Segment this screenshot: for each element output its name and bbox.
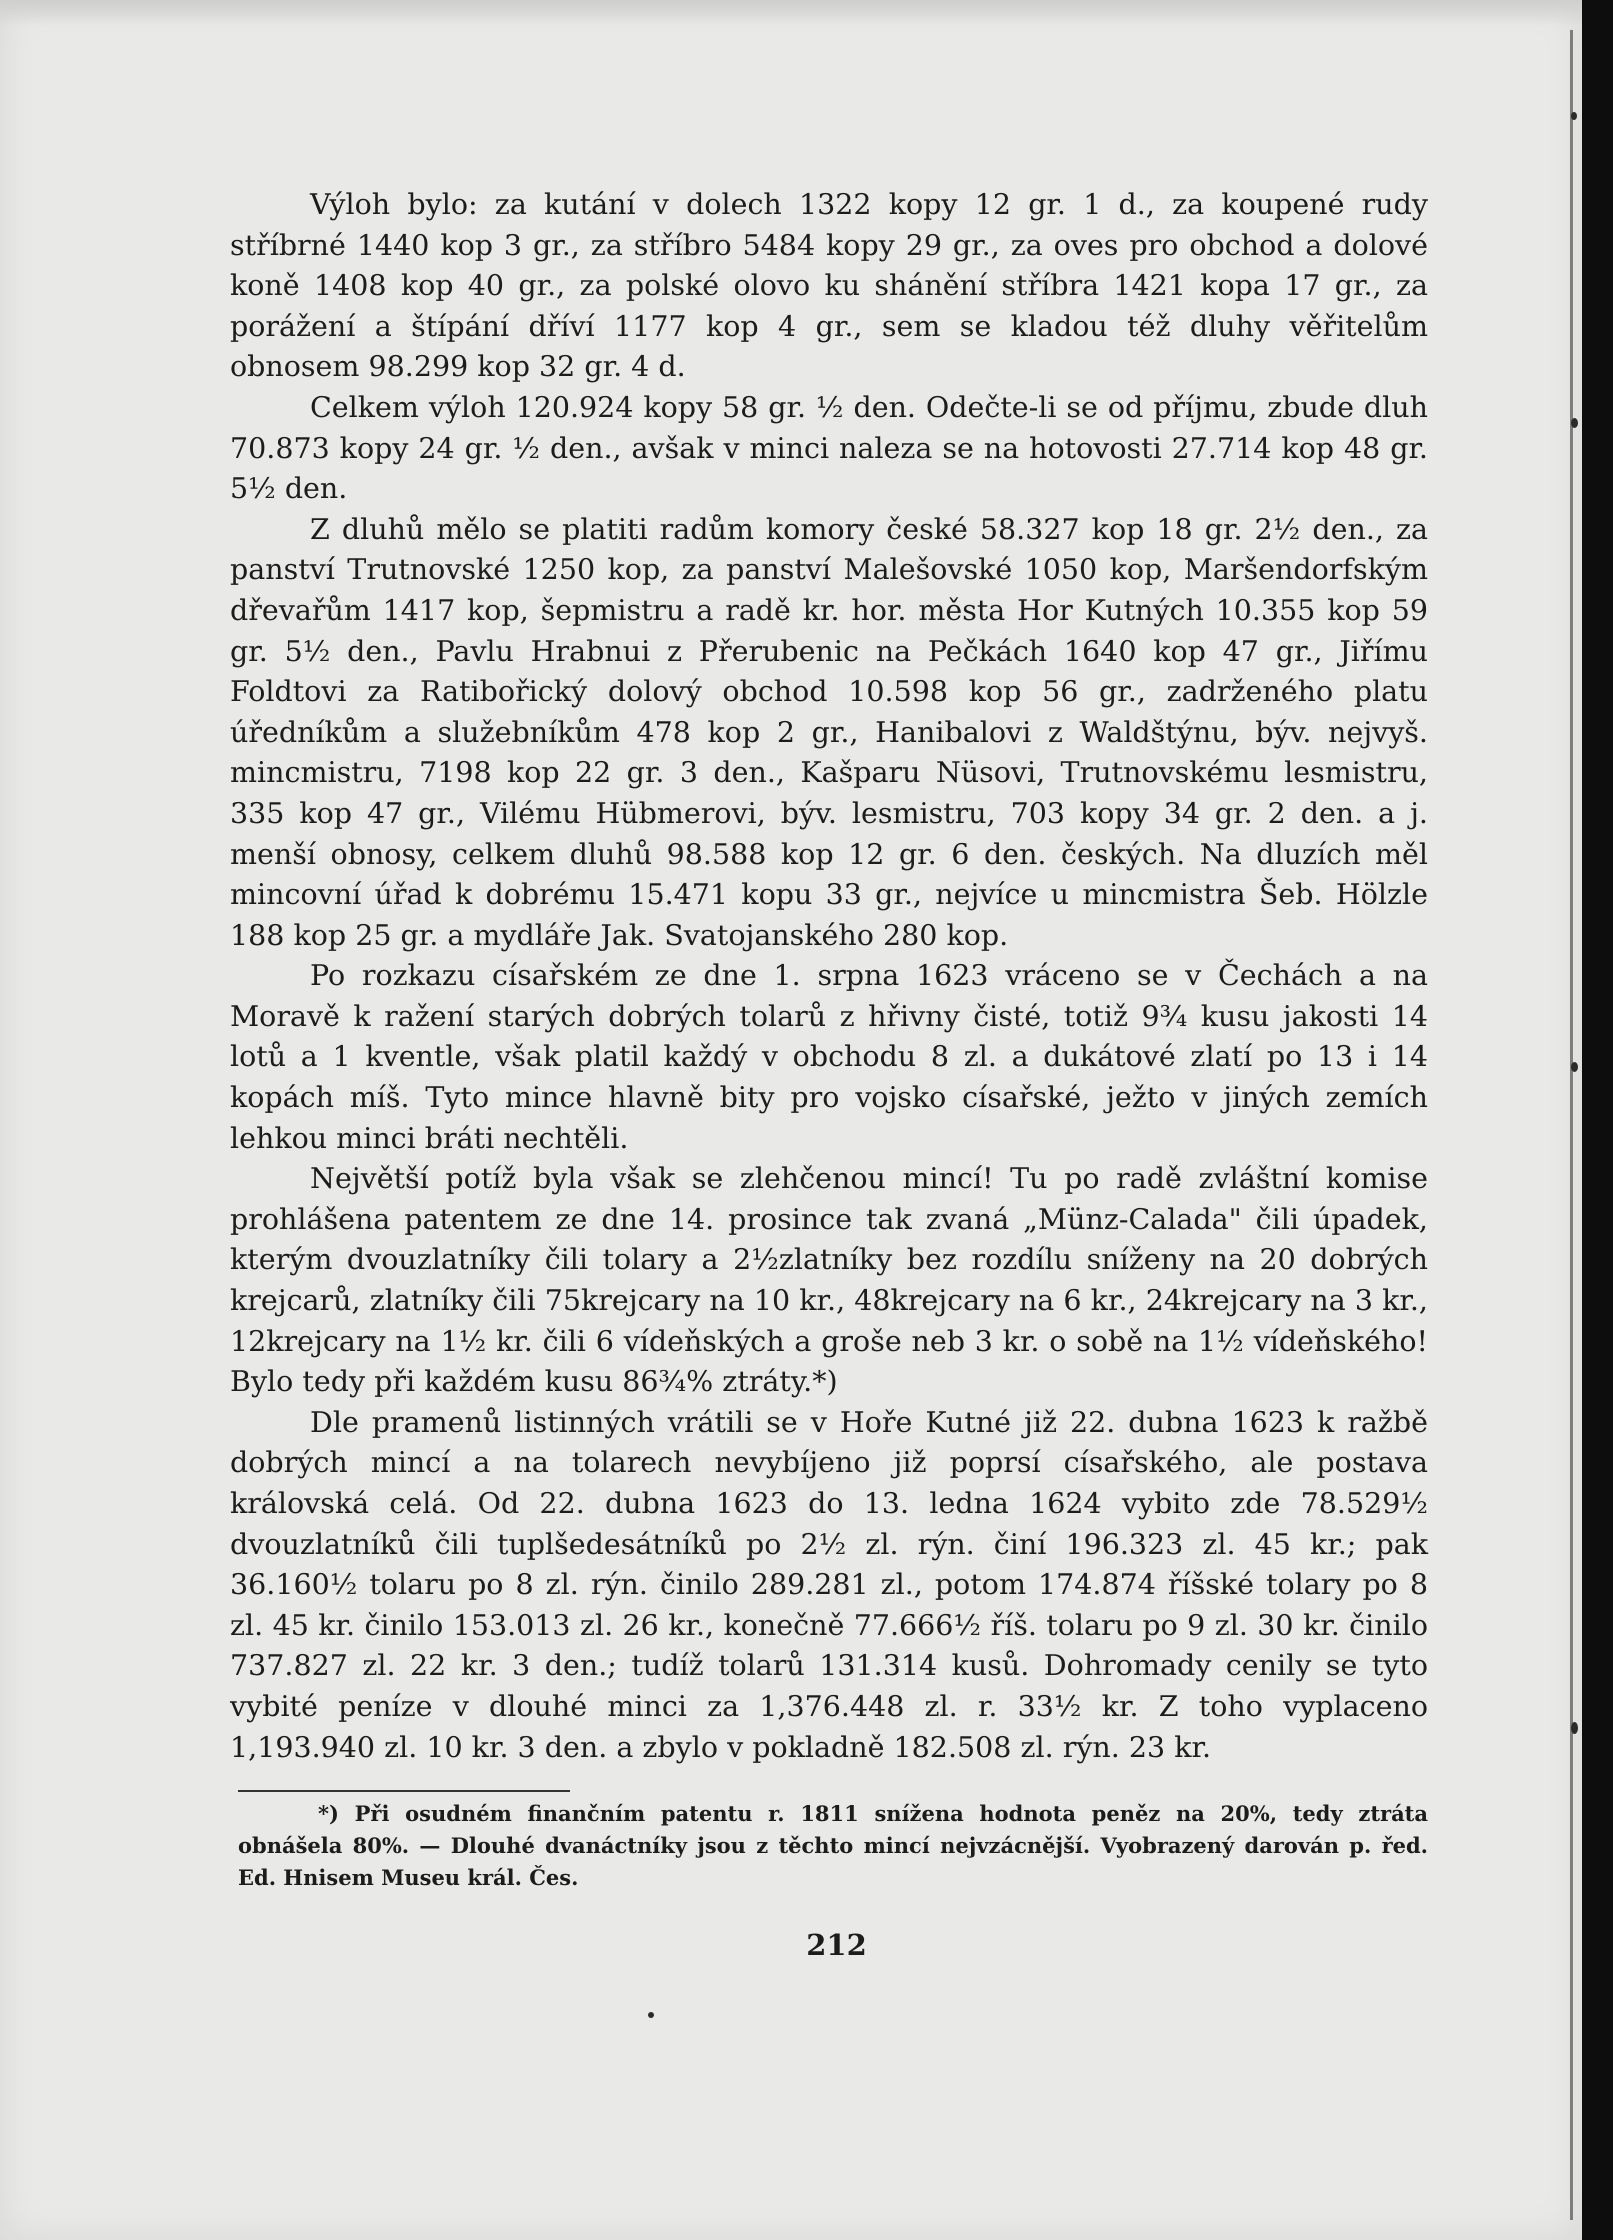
page-binding-edge: [1570, 30, 1573, 2220]
page-top-shading: [0, 0, 1582, 26]
paragraph-imperial-order: Po rozkazu císařském ze dne 1. srpna 1623 vráceno se v Čechách a na Moravě k ražení starých dobrých tolarů z hřivny čisté, totiž 9¾ kusu jakosti 14 lotů a 1 kventle, však platil každý v obchodu 8 zl. a dukátové zlatí po 13 i 14 kopách míš. Tyto mince hlavně bity pro vojsko císařské, ježto v jiných zemích lehkou minci bráti nechtěli.: [230, 959, 1428, 1155]
main-text: [230, 185, 1428, 1768]
paragraph-devalued-coin: Největší potíž byla však se zlehčenou mincí! Tu po radě zvláštní komise prohlášena patentem ze dne 14. prosince tak zvaná „Münz-Calada" čili úpadek, kterým dvouzlatníky čili tolary a 2½zlatníky bez rozdílu sníženy na 20 dobrých krejcarů, zlatníky čili 75krejcary na 10 kr., 48krejcary na 6 kr., 24krejcary na 3 kr., 12krejcary na 1½ kr. čili 6 vídeňských a groše neb 3 kr. o sobě na 1½ vídeňského! Bylo tedy při každém kusu 86¾% ztráty.*): [230, 1162, 1428, 1399]
paragraph-debts: Z dluhů mělo se platiti radům komory české 58.327 kop 18 gr. 2½ den., za panství Trutnovské 1250 kop, za panství Malešovské 1050 kop, Maršendorfským dřevařům 1417 kop, šepmistru a radě kr. hor. města Hor Kutných 10.355 kop 59 gr. 5½ den., Pavlu Hrabnui z Přerubenic na Pečkách 1640 kop 47 gr., Jiřímu Foldtovi za Ratibořický dolový obchod 10.598 kop 56 gr., zadrženého platu úředníkům a služebníkům 478 kop 2 gr., Hanibalovi z Waldštýnu, býv. nejvyš. mincmistru, 7198 kop 22 gr. 3 den., Kašparu Nüsovi, Trutnovskému lesmistru, 335 kop 47 gr., Vilému Hübmerovi, býv. lesmistru, 703 kopy 34 gr. 2 den. a j. menší obnosy, celkem dluhů 98.588 kop 12 gr. 6 den. českých. Na dluzích měl mincovní úřad k dobrému 15.471 kopu 33 gr., nejvíce u mincmistra Šeb. Hölzle 188 kop 25 gr. a mydláře Jak. Svatojanského 280 kop.: [230, 512, 1428, 952]
scan-speck: [1571, 1062, 1578, 1072]
scan-dark-margin: [1582, 0, 1613, 2240]
footnote-divider: [238, 1790, 570, 1792]
page-number: 212: [806, 1928, 867, 1962]
scan-speck: [1571, 1722, 1578, 1734]
paragraph-expenses: Výloh bylo: za kutání v dolech 1322 kopy 12 gr. 1 d., za koupené rudy stříbrné 1440 kop 3 gr., za stříbro 5484 kopy 29 gr., za oves pro obchod a dolové koně 1408 kop 40 gr., za polské olovo ku shánění stříbra 1421 kopa 17 gr., za porážení a štípání dříví 1177 kop 4 gr., sem se kladou též dluhy věřitelům obnosem 98.299 kop 32 gr. 4 d.: [230, 188, 1428, 384]
paragraph-minting-records: Dle pramenů listinných vrátili se v Hoře Kutné již 22. dubna 1623 k ražbě dobrých mincí a na tolarech nevybíjeno již poprsí císařského, ale postava královská celá. Od 22. dubna 1623 do 13. ledna 1624 vybito zde 78.529½ dvouzlatníků čili tuplšedesátníků po 2½ zl. rýn. činí 196.323 zl. 45 kr.; pak 36.160½ tolaru po 8 zl. rýn. činilo 289.281 zl., potom 174.874 říšské tolary po 8 zl. 45 kr. činilo 153.013 zl. 26 kr., konečně 77.666½ říš. tolaru po 9 zl. 30 kr. činilo 737.827 zl. 22 kr. 3 den.; tudíž tolarů 131.314 kusů. Dohromady cenily se tyto vybité peníze v dlouhé minci za 1,376.448 zl. r. 33½ kr. Z toho vyplaceno 1,193.940 zl. 10 kr. 3 den. a zbylo v pokladně 182.508 zl. rýn. 23 kr.: [230, 1405, 1428, 1764]
scan-speck: [1571, 112, 1577, 120]
scan-speck: [1571, 418, 1578, 428]
scan-speck: [648, 2012, 654, 2018]
footnote: *) Při osudném finančním patentu r. 1811 snížena hodnota peněz na 20%, tedy ztráta obnášela 80%. — Dlouhé dvanáctníky jsou z těchto mincí nejvzácnější. Vyobrazený darován p. řed. Ed. Hnisem Museu král. Čes.: [238, 1801, 1428, 1890]
paragraph-total-expenses: Celkem výloh 120.924 kopy 58 gr. ½ den. Odečte-li se od příjmu, zbude dluh 70.873 kopy 24 gr. ½ den., avšak v minci naleza se na hotovosti 27.714 kop 48 gr. 5½ den.: [230, 390, 1428, 506]
